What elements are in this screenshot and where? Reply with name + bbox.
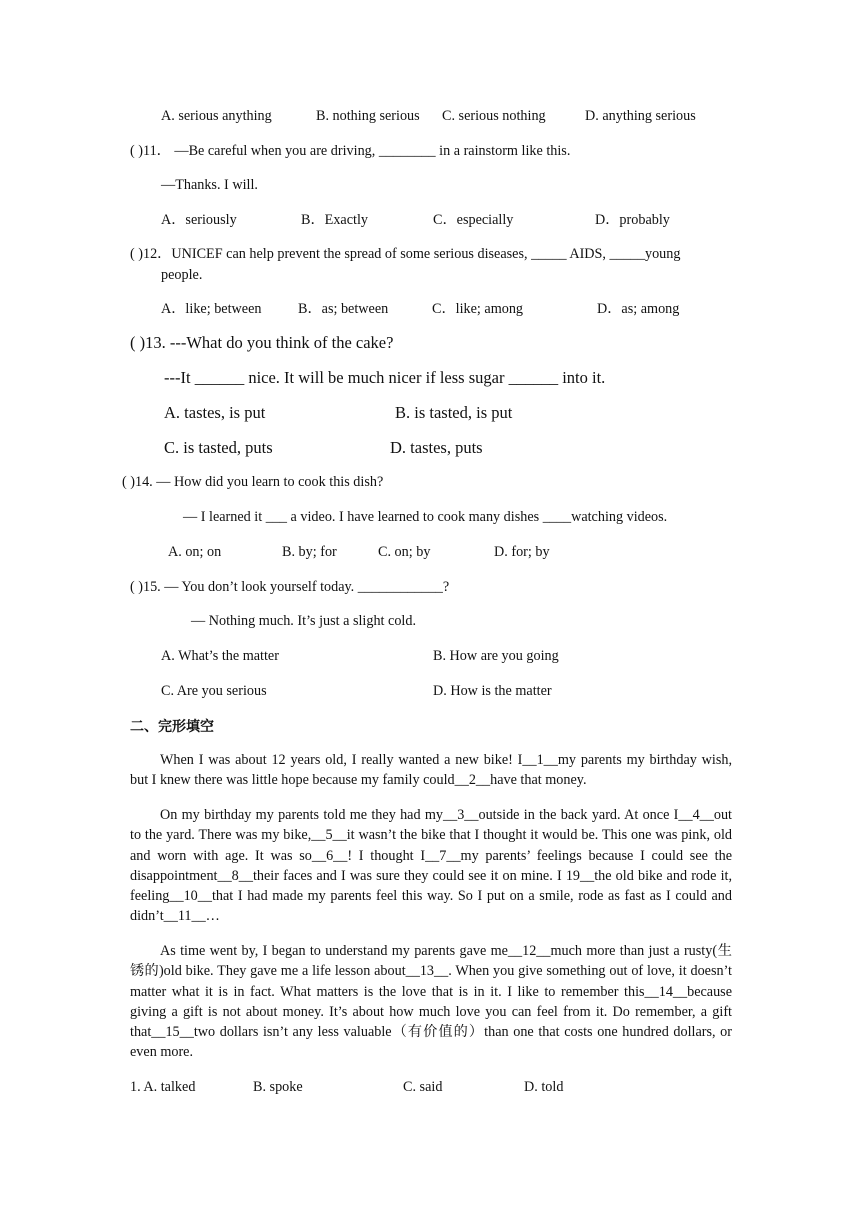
q14-option-a: A. on; on [168, 544, 222, 560]
q14-reply: — I learned it ___ a video. I have learned to cook many dishes ____watching videos. [183, 509, 668, 525]
q13-option-b: B. is tasted, is put [395, 403, 513, 422]
q15-option-d: D. How is the matter [433, 683, 552, 699]
passage-paragraph-1: When I was about 12 years old, I really wanted a new bike! I__1__my parents my birthday wish, but I knew there was little hope because my family could__2__have that money. [130, 752, 732, 789]
q11-option-a: A．seriously [161, 212, 237, 228]
q10-option-a: A. serious anything [161, 108, 272, 124]
q15-option-a: A. What’s the matter [161, 648, 279, 664]
q15-stem: ( )15. — You don’t look yourself today. ____________? [130, 579, 450, 595]
q1-option-b: B. spoke [253, 1079, 303, 1095]
q14-option-d: D. for; by [494, 544, 550, 560]
q13-stem: ( )13. ---What do you think of the cake? [130, 333, 394, 352]
q14-stem: ( )14. — How did you learn to cook this dish? [122, 474, 384, 490]
q1-option-a: 1. A. talked [130, 1079, 196, 1095]
q1-option-d: D. told [524, 1079, 564, 1095]
q12-stem-cont: people. [161, 267, 203, 283]
q10-option-d: D. anything serious [585, 108, 696, 124]
q12-option-b: B．as; between [298, 301, 389, 317]
q15-option-c: C. Are you serious [161, 683, 267, 699]
q12-option-d: D．as; among [597, 301, 680, 317]
q12-option-a: A．like; between [161, 301, 262, 317]
q11-reply: —Thanks. I will. [161, 177, 258, 193]
q15-option-b: B. How are you going [433, 648, 559, 664]
q11-option-c: C．especially [433, 212, 514, 228]
q1-option-c: C. said [403, 1079, 443, 1095]
q13-reply: ---It ______ nice. It will be much nicer if less sugar ______ into it. [164, 368, 606, 387]
q12-option-c: C．like; among [432, 301, 524, 317]
q11-option-d: D．probably [595, 212, 670, 228]
passage-paragraph-2: On my birthday my parents told me they had my__3__outside in the back yard. At once I__4__out to the yard. There was my bike,__5__it wasn’t the bike that I thought it would be. This one was pink, old and worn with age. It was so__6__! I thought I__7__my parents’ feelings because I could see the disappointment__8__their faces and I was sure they could see it on mine. I 19__the old bike and rode it, feeling__10__that I had made my parents feel this way. So I put on a smile, rode as fast as I could and didn’t__11__… [130, 807, 732, 925]
q14-option-c: C. on; by [378, 544, 431, 560]
q12-stem: ( )12．UNICEF can help prevent the spread of some serious diseases, _____ AIDS, _____young [130, 246, 681, 262]
q10-option-b: B. nothing serious [316, 108, 420, 124]
q10-option-c: C. serious nothing [442, 108, 546, 124]
section-heading: 二、完形填空 [130, 719, 214, 735]
q13-option-d: D. tastes, puts [390, 438, 483, 457]
q14-option-b: B. by; for [282, 544, 337, 560]
q13-option-c: C. is tasted, puts [164, 438, 273, 457]
passage-paragraph-3: As time went by, I began to understand my parents gave me__12__much more than just a rusty(生锈的)old bike. They gave me a life lesson about__13__. When you give something out of love, it doesn’t matter what it is in fact. What matters is the love that is in it. I like to remember this__14__because giving a gift is not about money. It’s about how much love you can feel from it. Do remember, a gift that__15__two dollars isn’t any less valuable（有价值的）than one that costs one hundred dollars, or even more. [130, 943, 732, 1061]
q13-option-a: A. tastes, is put [164, 403, 266, 422]
q11-option-b: B．Exactly [301, 212, 368, 228]
q15-reply: — Nothing much. It’s just a slight cold. [191, 613, 417, 629]
q11-stem: ( )11． —Be careful when you are driving, ________ in a rainstorm like this. [130, 143, 571, 159]
